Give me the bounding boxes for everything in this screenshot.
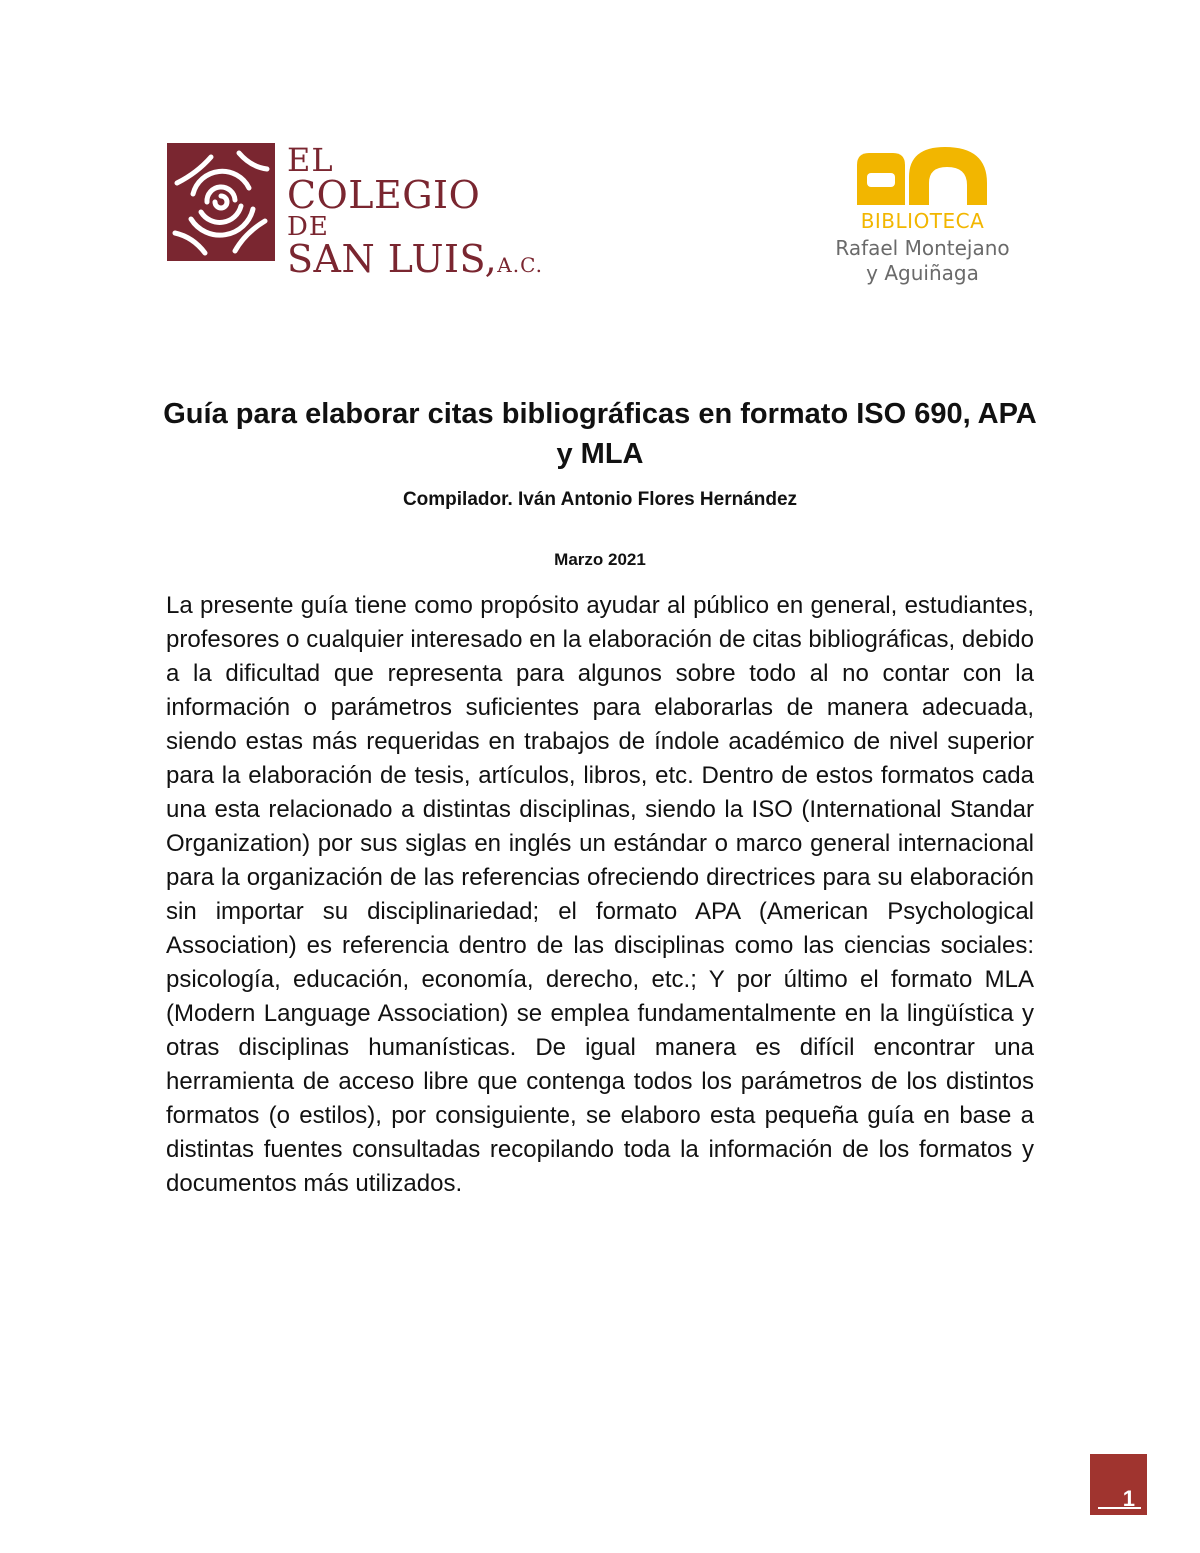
page-number-badge xyxy=(1090,1454,1147,1515)
colegio-line-colegio: COLEGIO xyxy=(287,173,481,217)
biblioteca-logo xyxy=(815,143,1030,288)
document-compiler: Compilador. Iván Antonio Flores Hernández xyxy=(402,489,798,510)
colegio-suffix: A.C. xyxy=(497,253,544,277)
biblioteca-name-line2: y Aguiñaga xyxy=(866,261,979,285)
colegio-logo xyxy=(167,140,544,281)
colegio-line-sanluis xyxy=(287,237,544,281)
colegio-sanluis-text: SAN LUIS, xyxy=(287,237,498,281)
spiral-emblem-icon xyxy=(167,143,275,261)
colegio-wordmark xyxy=(287,140,544,281)
biblioteca-word: BIBLIOTECA xyxy=(860,209,985,233)
colegio-line-de: DE xyxy=(287,212,329,242)
document-date: Marzo 2021 xyxy=(554,550,646,569)
colegio-line-el: EL xyxy=(287,141,334,179)
document-title: Guía para elaborar citas bibliográficas en formato ISO 690, APA y MLA xyxy=(163,398,1037,470)
biblioteca-name-line1: Rafael Montejano xyxy=(835,236,1010,260)
body-paragraph: La presente guía tiene como propósito ayudar al público en general, estudiantes, profesores o cualquier interesado en la elaboración de citas bibliográficas, debido a la dificultad que representa para algunos sobre todo al no contar con la información o parámetros suficientes para elaborarlas de manera adecuada, siendo estas más requeridas en trabajos de índole académico de nivel superior para la elaboración de tesis, artículos, libros, etc. Dentro de estos formatos cada una esta relacionado a distintas disciplinas, siendo la ISO (International Standar Organization) por sus siglas en inglés un estándar o marco general internacional para la organización de las referencias ofreciendo directrices para su elaboración sin importar su disciplinariedad; el formato APA (American Psychological Association) es referencia dentro de las disciplinas como las ciencias sociales: psicología, educación, economía, derecho, etc.; Y por último el formato MLA (Modern Language Association) se emplea fundamentalmente en la lingüística y otras disciplinas humanísticas. De igual manera es difícil encontrar una herramienta de acceso libre que contenga todos los parámetros de los distintos formatos (o estilos), por consiguiente, se elaboro esta pequeña guía en base a distintas fuentes consultadas recopilando toda la información de los formatos y documentos más utilizados. xyxy=(166,592,1034,1197)
arch-mark-icon xyxy=(853,143,991,207)
page-number: 1 xyxy=(1122,1486,1135,1511)
